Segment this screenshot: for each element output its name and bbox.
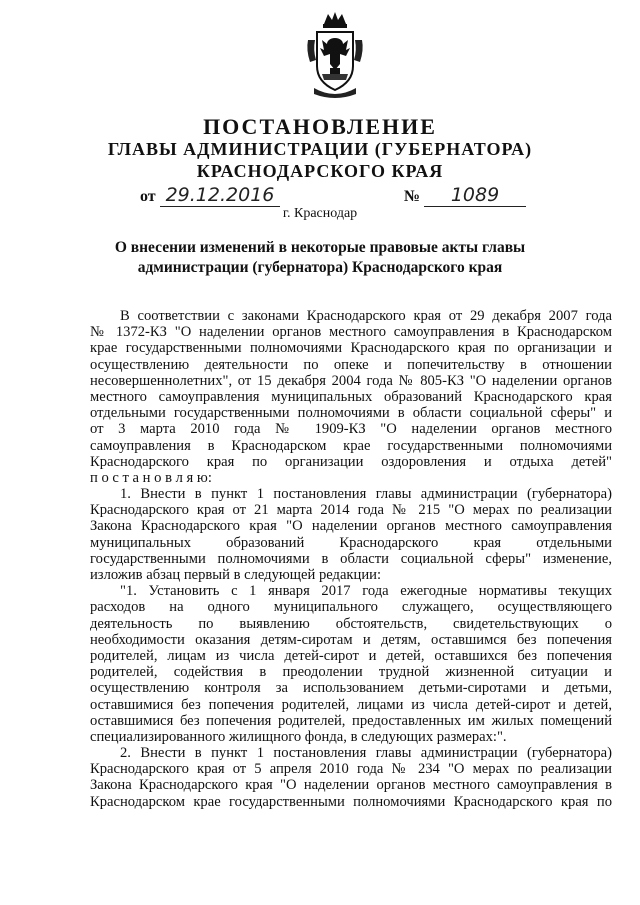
text-line: осуществлению контроля за использованием детьми-сиротами и детьми,: [90, 680, 612, 697]
text-line: расходов на одного муниципального служащего, осуществляющего: [90, 599, 612, 616]
number-label: №: [404, 188, 421, 205]
text-line: № 1372-КЗ "О наделении органов местного самоуправления в Краснодарском: [90, 324, 612, 341]
text-line: родителей, лицам из числа детей-сирот и детей, оставшихся без попечения: [90, 647, 612, 664]
text-line: местного самоуправления муниципальных образований Краснодарского края: [90, 388, 612, 405]
text-line: муниципальных образований Краснодарского края отдельными: [90, 534, 612, 551]
number-value: 1089: [424, 184, 526, 207]
text-line: Краснодарского края по организации оздоровления и отдыха детей": [90, 453, 612, 470]
text-line: самоуправления в Краснодарском крае государственными полномочиями: [90, 437, 612, 454]
subject-line: администрации (губернатора) Краснодарского края: [137, 259, 503, 276]
text-line: деятельность по выявлению обстоятельств, свидетельствующих о: [90, 615, 612, 632]
subject-line: О внесении изменений в некоторые правовые акты главы: [114, 239, 526, 256]
text-line: Закона Краснодарского края "О наделении органов местного самоуправления: [90, 518, 612, 535]
document-title: ПОСТАНОВЛЕНИЕ: [203, 114, 437, 139]
body-text: [90, 308, 612, 810]
city: г. Краснодар: [282, 206, 358, 221]
text-line: государственными полномочиями в области социальной сферы" изменение,: [90, 550, 612, 567]
text-line: В соответствии с законами Краснодарского края от 29 декабря 2007 года: [120, 308, 612, 324]
text-line: Краснодарского края от 21 марта 2014 года № 215 "О мерах по реализации: [90, 502, 612, 519]
coat-of-arms-icon: [302, 10, 368, 102]
text-line: Краснодарского края от 5 апреля 2010 года № 234 "О мерах по реализации: [90, 761, 612, 778]
subject: [100, 238, 540, 278]
region-line: КРАСНОДАРСКОГО КРАЯ: [196, 161, 444, 181]
text-line: крае государственными полномочиями Краснодарского края по организации и: [90, 340, 612, 357]
text-line: необходимости оказания детям-сиротам и детям, оставшимся без попечения: [90, 631, 612, 648]
date-value: 29.12.2016: [160, 184, 280, 207]
text-line: несовершеннолетних", от 15 декабря 2004 года № 805-КЗ "О наделении органов: [90, 372, 612, 389]
text-line: оставшимися без попечения родителей, лицами из числа детей-сирот и детей,: [90, 696, 612, 713]
text-line: осуществлению деятельности по опеке и попечительству в отношении: [90, 356, 612, 373]
text-line: 1. Внести в пункт 1 постановления главы администрации (губернатора): [120, 486, 612, 503]
text-line: от 3 марта 2010 года № 1909-КЗ "О наделении органов местного: [90, 421, 612, 438]
text-line: изложив абзац первый в следующей редакции:: [90, 567, 382, 583]
text-line: Закона Краснодарского края "О наделении органов местного самоуправления в: [90, 777, 612, 794]
date-label: от: [140, 188, 156, 205]
text-line: отдельными государственными полномочиями в области социальной сферы" и: [90, 405, 612, 422]
text-line: специализированного жилищного фонда, в следующих размерах:".: [90, 728, 507, 745]
text-line: 2. Внести в пункт 1 постановления главы администрации (губернатора): [120, 745, 612, 762]
text-line: п о с т а н о в л я ю:: [90, 469, 212, 486]
text-line: родителей, содействия в преодолении трудной жизненной ситуации и: [90, 664, 612, 681]
text-line: оставшимися без попечения родителей, предоставленных им жилых помещений: [90, 712, 612, 729]
text-line: "1. Установить с 1 января 2017 года ежегодные нормативы текущих: [120, 583, 612, 600]
text-line: Краснодарском крае государственными полномочиями Краснодарского края по: [90, 793, 612, 810]
issuer-line: ГЛАВЫ АДМИНИСТРАЦИИ (ГУБЕРНАТОРА): [107, 139, 533, 159]
